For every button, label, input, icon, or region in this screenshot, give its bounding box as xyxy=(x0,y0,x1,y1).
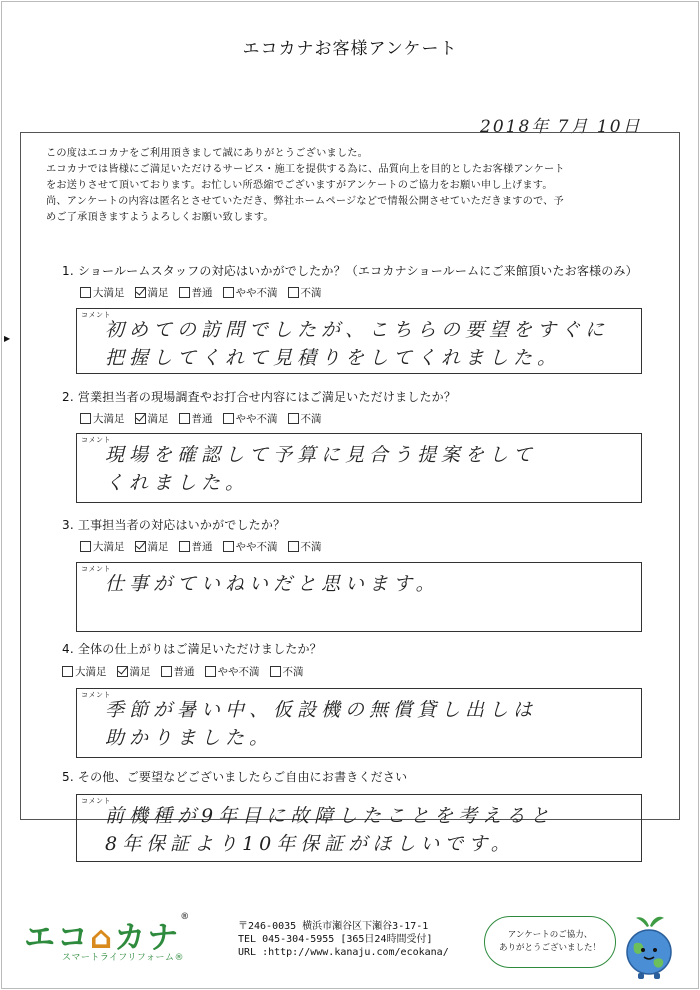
question-1: 1. ショールームスタッフの対応はいかがでしたか？（エコカナショールームにご来館頂いたお客様のみ） xyxy=(62,264,638,278)
handwritten-answer-line: 把握してくれて見積りをしてくれました。 xyxy=(105,347,562,369)
handwritten-answer-line: 初めての訪問でしたが、こちらの要望をすぐに xyxy=(105,319,610,341)
option-futsuu[interactable]: 普通 xyxy=(179,411,213,426)
bubble-line: アンケートのご協力、 xyxy=(507,930,593,940)
checkbox[interactable] xyxy=(161,666,172,677)
option-fuman[interactable]: 不満 xyxy=(288,539,322,554)
company-address xyxy=(238,920,449,959)
option-fuman[interactable]: 不満 xyxy=(288,285,322,300)
option-dai-manzoku[interactable]: 大満足 xyxy=(80,285,125,300)
checkbox[interactable] xyxy=(179,287,190,298)
question-3-options xyxy=(80,539,322,554)
checkbox[interactable] xyxy=(288,413,299,424)
handwritten-answer-line: 季節が暑い中、仮設機の無償貸し出しは xyxy=(105,699,538,721)
thanks-speech-bubble xyxy=(484,916,616,968)
intro-text xyxy=(46,146,666,226)
option-yaya-fuman[interactable]: やや不満 xyxy=(223,539,278,554)
checkbox[interactable] xyxy=(223,413,234,424)
option-futsuu[interactable]: 普通 xyxy=(179,285,213,300)
comment-tag: コメント xyxy=(81,691,111,699)
option-manzoku[interactable]: 満足 xyxy=(135,411,169,426)
comment-box-4[interactable] xyxy=(76,688,642,758)
house-icon: ⌂ xyxy=(90,920,115,956)
question-3: 3. 工事担当者の対応はいかがでしたか？ xyxy=(62,518,286,532)
question-2-options xyxy=(80,411,322,426)
intro-line: エコカナでは皆様にご満足いただけるサービス・施工を提供する為に、品質向上を目的としたお客様アンケート xyxy=(46,164,565,175)
bubble-line: ありがとうございました！ xyxy=(498,943,601,953)
question-4: 4. 全体の仕上がりはご満足いただけましたか？ xyxy=(62,642,322,656)
question-5: 5. その他、ご要望などございましたらご自由にお書きください xyxy=(62,770,408,784)
logo-tagline: スマートライフリフォーム® xyxy=(62,953,184,963)
ecokana-logo: エコ⌂カナ® xyxy=(24,912,192,956)
checkbox[interactable] xyxy=(80,287,91,298)
handwritten-date: 2018年 7月 10日 xyxy=(480,117,642,137)
option-futsuu[interactable]: 普通 xyxy=(161,664,195,679)
option-dai-manzoku[interactable]: 大満足 xyxy=(62,664,107,679)
checkbox-checked[interactable] xyxy=(135,541,146,552)
checkbox[interactable] xyxy=(179,541,190,552)
comment-tag: コメント xyxy=(81,436,111,444)
page-title: エコカナお客様アンケート xyxy=(242,39,458,59)
comment-box-3[interactable] xyxy=(76,562,642,632)
option-manzoku[interactable]: 満足 xyxy=(135,285,169,300)
option-yaya-fuman[interactable]: やや不満 xyxy=(223,411,278,426)
checkbox-checked[interactable] xyxy=(117,666,128,677)
checkbox[interactable] xyxy=(80,541,91,552)
option-futsuu[interactable]: 普通 xyxy=(179,539,213,554)
option-yaya-fuman[interactable]: やや不満 xyxy=(223,285,278,300)
comment-box-1[interactable] xyxy=(76,308,642,374)
handwritten-answer-line: くれました。 xyxy=(105,472,250,494)
option-fuman[interactable]: 不満 xyxy=(288,411,322,426)
checkbox[interactable] xyxy=(288,541,299,552)
option-manzoku[interactable]: 満足 xyxy=(135,539,169,554)
option-dai-manzoku[interactable]: 大満足 xyxy=(80,539,125,554)
phone-line: TEL 045-304-5955 [365日24時間受付] xyxy=(238,934,433,945)
option-fuman[interactable]: 不満 xyxy=(270,664,304,679)
intro-line: めご了承頂きますようよろしくお願い致します。 xyxy=(46,212,274,223)
checkbox[interactable] xyxy=(270,666,281,677)
url-line: URL :http://www.kanaju.com/ecokana/ xyxy=(238,947,449,958)
checkbox[interactable] xyxy=(288,287,299,298)
option-dai-manzoku[interactable]: 大満足 xyxy=(80,411,125,426)
intro-line: この度はエコカナをご利用頂きまして誠にありがとうございました。 xyxy=(46,148,369,159)
option-yaya-fuman[interactable]: やや不満 xyxy=(205,664,260,679)
triangle-right-icon: ▶ xyxy=(4,334,11,343)
address-line: 〒246-0035 横浜市瀬谷区下瀬谷3-17-1 xyxy=(238,921,429,932)
checkbox[interactable] xyxy=(62,666,73,677)
checkbox[interactable] xyxy=(223,541,234,552)
earth-mascot-icon xyxy=(616,912,682,982)
comment-tag: コメント xyxy=(81,797,111,805)
handwritten-answer-line: 前機種が9年目に故障したことを考えると xyxy=(105,805,555,827)
comment-tag: コメント xyxy=(81,565,111,573)
comment-box-5[interactable] xyxy=(76,794,642,862)
checkbox[interactable] xyxy=(80,413,91,424)
handwritten-answer-line: 助かりました。 xyxy=(105,727,274,749)
question-4-options xyxy=(62,664,304,679)
intro-line: 尚、アンケートの内容は匿名とさせていただき、弊社ホームページなどで情報公開させていただきますので、予 xyxy=(46,196,564,207)
checkbox-checked[interactable] xyxy=(135,287,146,298)
checkbox-checked[interactable] xyxy=(135,413,146,424)
handwritten-answer-line: 現場を確認して予算に見合う提案をして xyxy=(105,444,538,466)
option-manzoku[interactable]: 満足 xyxy=(117,664,151,679)
checkbox[interactable] xyxy=(205,666,216,677)
checkbox[interactable] xyxy=(223,287,234,298)
intro-line: をお送りさせて頂いております。お忙しい所恐縮でございますがアンケートのご協力をお願い申し上げます。 xyxy=(46,180,553,191)
question-1-options xyxy=(80,285,322,300)
handwritten-answer-line: 8年保証より10年保証がほしいです。 xyxy=(105,833,515,855)
comment-tag: コメント xyxy=(81,311,111,319)
comment-box-2[interactable] xyxy=(76,433,642,503)
handwritten-answer-line: 仕事がていねいだと思います。 xyxy=(105,573,440,595)
question-2: 2. 営業担当者の現場調査やお打合せ内容にはご満足いただけましたか？ xyxy=(62,390,457,404)
checkbox[interactable] xyxy=(179,413,190,424)
